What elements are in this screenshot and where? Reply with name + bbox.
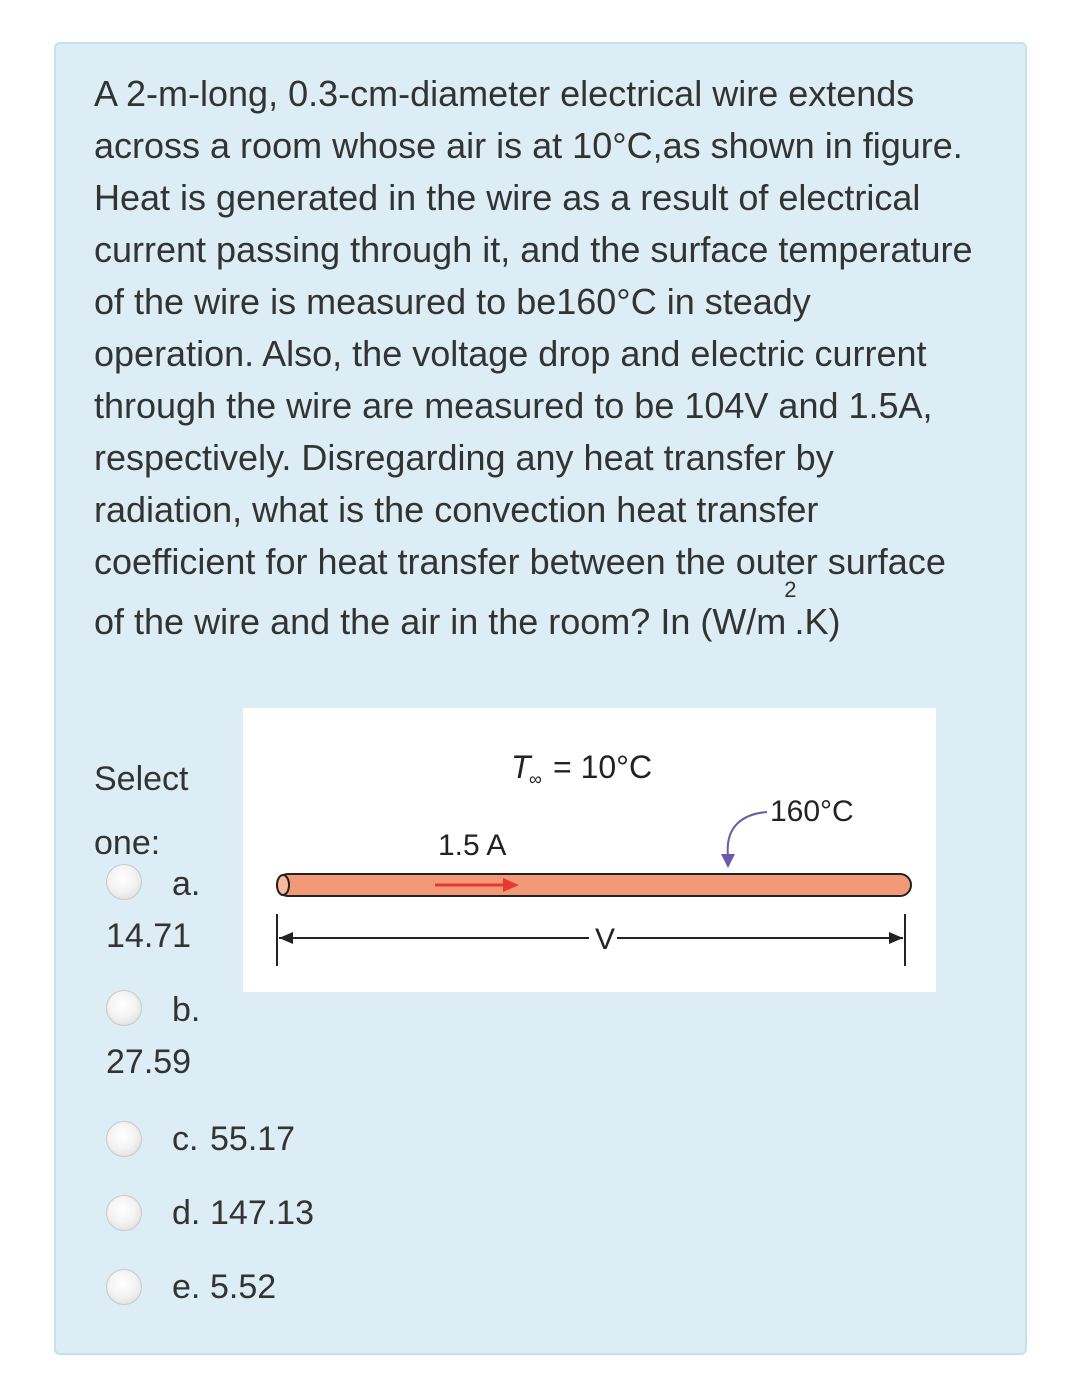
dimension-arrowhead-left	[279, 932, 293, 944]
option-a-letter: a.	[172, 865, 201, 903]
question-card	[54, 42, 1027, 1355]
t-inf-subscript: ∞	[529, 769, 542, 789]
option-c-value: 55.17	[210, 1120, 296, 1158]
wire-end-cross-section	[277, 875, 289, 895]
option-d-letter: d.	[172, 1194, 201, 1232]
option-d-value: 147.13	[210, 1194, 314, 1232]
option-e-value: 5.52	[210, 1268, 277, 1306]
option-e[interactable]	[106, 1267, 366, 1307]
voltage-label: V	[595, 923, 616, 956]
temp-pointer-line	[728, 812, 767, 856]
current-label: 1.5 A	[438, 829, 507, 862]
option-e-letter: e.	[172, 1268, 201, 1306]
option-a-radio[interactable]	[106, 864, 142, 900]
option-d-radio[interactable]	[106, 1195, 142, 1231]
wire-figure	[243, 708, 936, 992]
option-b-radio[interactable]	[106, 990, 142, 1026]
t-inf-symbol: T	[511, 749, 531, 785]
surface-temp-label: 160°C	[770, 795, 854, 828]
select-one-label: Select one:	[94, 760, 189, 862]
option-b[interactable]	[106, 990, 226, 1090]
option-d[interactable]	[106, 1193, 366, 1233]
wire-body	[277, 874, 911, 896]
unit-superscript: 2	[784, 577, 797, 602]
wire-diagram	[243, 708, 936, 992]
question-text	[94, 68, 974, 648]
option-c[interactable]	[106, 1119, 366, 1159]
option-c-radio[interactable]	[106, 1121, 142, 1157]
option-c-letter: c.	[172, 1120, 199, 1158]
option-a[interactable]	[106, 864, 226, 964]
option-e-radio[interactable]	[106, 1269, 142, 1305]
option-b-value: 27.59	[106, 1043, 192, 1081]
option-a-value: 14.71	[106, 917, 192, 955]
option-b-letter: b.	[172, 991, 201, 1029]
temp-pointer-arrowhead	[721, 854, 735, 868]
t-inf-value: = 10°C	[553, 749, 653, 785]
unit-tail: .K)	[794, 601, 841, 642]
question-body: A 2-m-long, 0.3-cm-diameter electrical wire extends across a room whose air is at 10°C,as shown in figure. Heat is generated in the wire as a result of electrical current passing through it, and the surface temperature of the wire is measured to be160°C in steady operation. Also, the voltage drop and electric current through the wire are measured to be 104V and 1.5A, respectively. Disregarding any heat transfer by radiation, what is the convection heat transfer coefficient for heat transfer between the outer surface of the wire and the air in the room? In (W/m	[94, 73, 973, 642]
dimension-arrowhead-right	[889, 932, 903, 944]
